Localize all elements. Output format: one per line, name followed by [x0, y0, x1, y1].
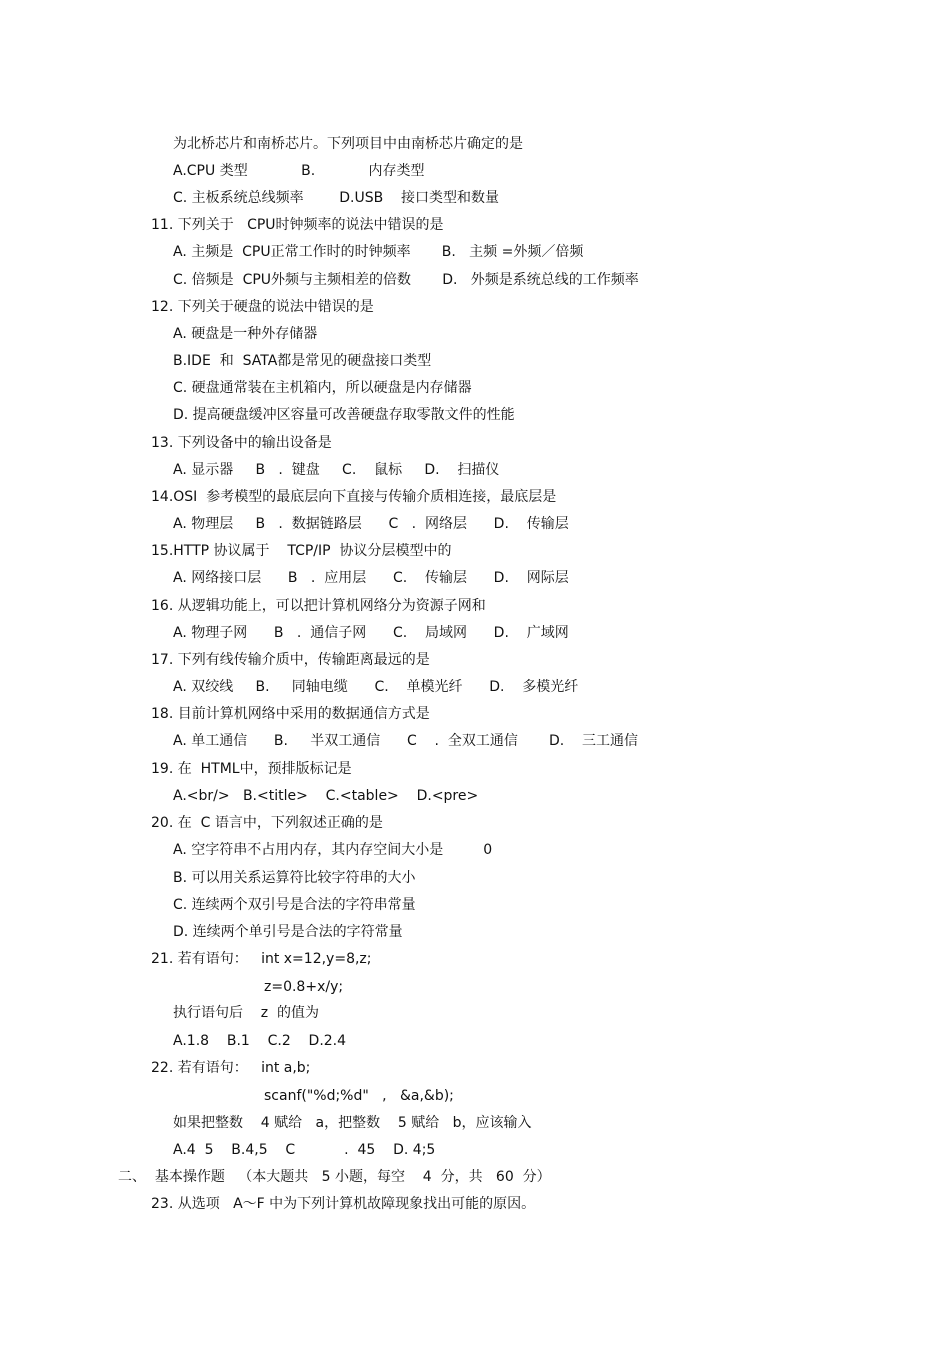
code-line: z=0.8+x/y; [264, 979, 344, 995]
question-line: 11. 下列关于 CPU时钟频率的说法中错误的是 [151, 217, 444, 233]
option-line: A.1.8 B.1 C.2 D.2.4 [173, 1033, 347, 1049]
option-line: A. 双绞线 B. 同轴电缆 C. 单模光纤 D. 多模光纤 [173, 679, 579, 695]
option-line: A. 硬盘是一种外存储器 [173, 326, 318, 342]
option-line: A. 物理层 B . 数据链路层 C . 网络层 D. 传输层 [173, 516, 569, 532]
question-line: 20. 在 C 语言中，下列叙述正确的是 [151, 815, 383, 831]
option-line: A. 空字符串不占用内存，其内存空间大小是 0 [173, 842, 493, 858]
option-line: A.<br/> B.<title> C.<table> D.<pre> [173, 788, 479, 804]
option-line: 如果把整数 4 赋给 a，把整数 5 赋给 b，应该输入 [173, 1115, 532, 1131]
option-line: B. 可以用关系运算符比较字符串的大小 [173, 870, 416, 886]
option-line: A. 显示器 B . 键盘 C. 鼠标 D. 扫描仪 [173, 462, 500, 478]
code-line: scanf("%d;%d" , &a,&b); [264, 1088, 454, 1104]
option-line: D. 连续两个单引号是合法的字符常量 [173, 924, 403, 940]
option-line: A. 物理子网 B . 通信子网 C. 局域网 D. 广域网 [173, 625, 569, 641]
option-line: A. 主频是 CPU正常工作时的时钟频率 B. 主频 =外频／倍频 [173, 244, 584, 260]
option-line: C. 连续两个双引号是合法的字符串常量 [173, 897, 416, 913]
question-line: 21. 若有语句： int x=12,y=8,z; [151, 951, 372, 967]
question-line: 13. 下列设备中的输出设备是 [151, 435, 332, 451]
question-line: 16. 从逻辑功能上，可以把计算机网络分为资源子网和 [151, 598, 486, 614]
option-line: A. 单工通信 B. 半双工通信 C . 全双工通信 D. 三工通信 [173, 733, 639, 749]
question-line: 12. 下列关于硬盘的说法中错误的是 [151, 299, 374, 315]
option-line: D. 提高硬盘缓冲区容量可改善硬盘存取零散文件的性能 [173, 407, 515, 423]
question-line: 18. 目前计算机网络中采用的数据通信方式是 [151, 706, 430, 722]
option-line: A.4 5 B.4,5 C . 45 D. 4;5 [173, 1142, 436, 1158]
question-line: 23. 从选项 A～F 中为下列计算机故障现象找出可能的原因。 [151, 1196, 536, 1212]
option-line: 执行语句后 z 的值为 [173, 1005, 320, 1021]
question-line: 19. 在 HTML中，预排版标记是 [151, 761, 352, 777]
option-line: 为北桥芯片和南桥芯片。下列项目中由南桥芯片确定的是 [173, 136, 523, 152]
question-line: 17. 下列有线传输介质中，传输距离最远的是 [151, 652, 430, 668]
question-line: 22. 若有语句： int a,b; [151, 1060, 311, 1076]
option-line: C. 硬盘通常装在主机箱内，所以硬盘是内存储器 [173, 380, 472, 396]
option-line: A.CPU 类型 B. 内存类型 [173, 163, 425, 179]
option-line: C. 倍频是 CPU外频与主频相差的倍数 D. 外频是系统总线的工作频率 [173, 272, 639, 288]
question-line: 15.HTTP 协议属于 TCP/IP 协议分层模型中的 [151, 543, 452, 559]
option-line: A. 网络接口层 B . 应用层 C. 传输层 D. 网际层 [173, 570, 569, 586]
option-line: B.IDE 和 SATA都是常见的硬盘接口类型 [173, 353, 432, 369]
section-heading: 二、 基本操作题 （本大题共 5 小题，每空 4 分，共 60 分） [118, 1169, 551, 1185]
question-line: 14.OSI 参考模型的最底层向下直接与传输介质相连接，最底层是 [151, 489, 557, 505]
option-line: C. 主板系统总线频率 D.USB 接口类型和数量 [173, 190, 500, 206]
